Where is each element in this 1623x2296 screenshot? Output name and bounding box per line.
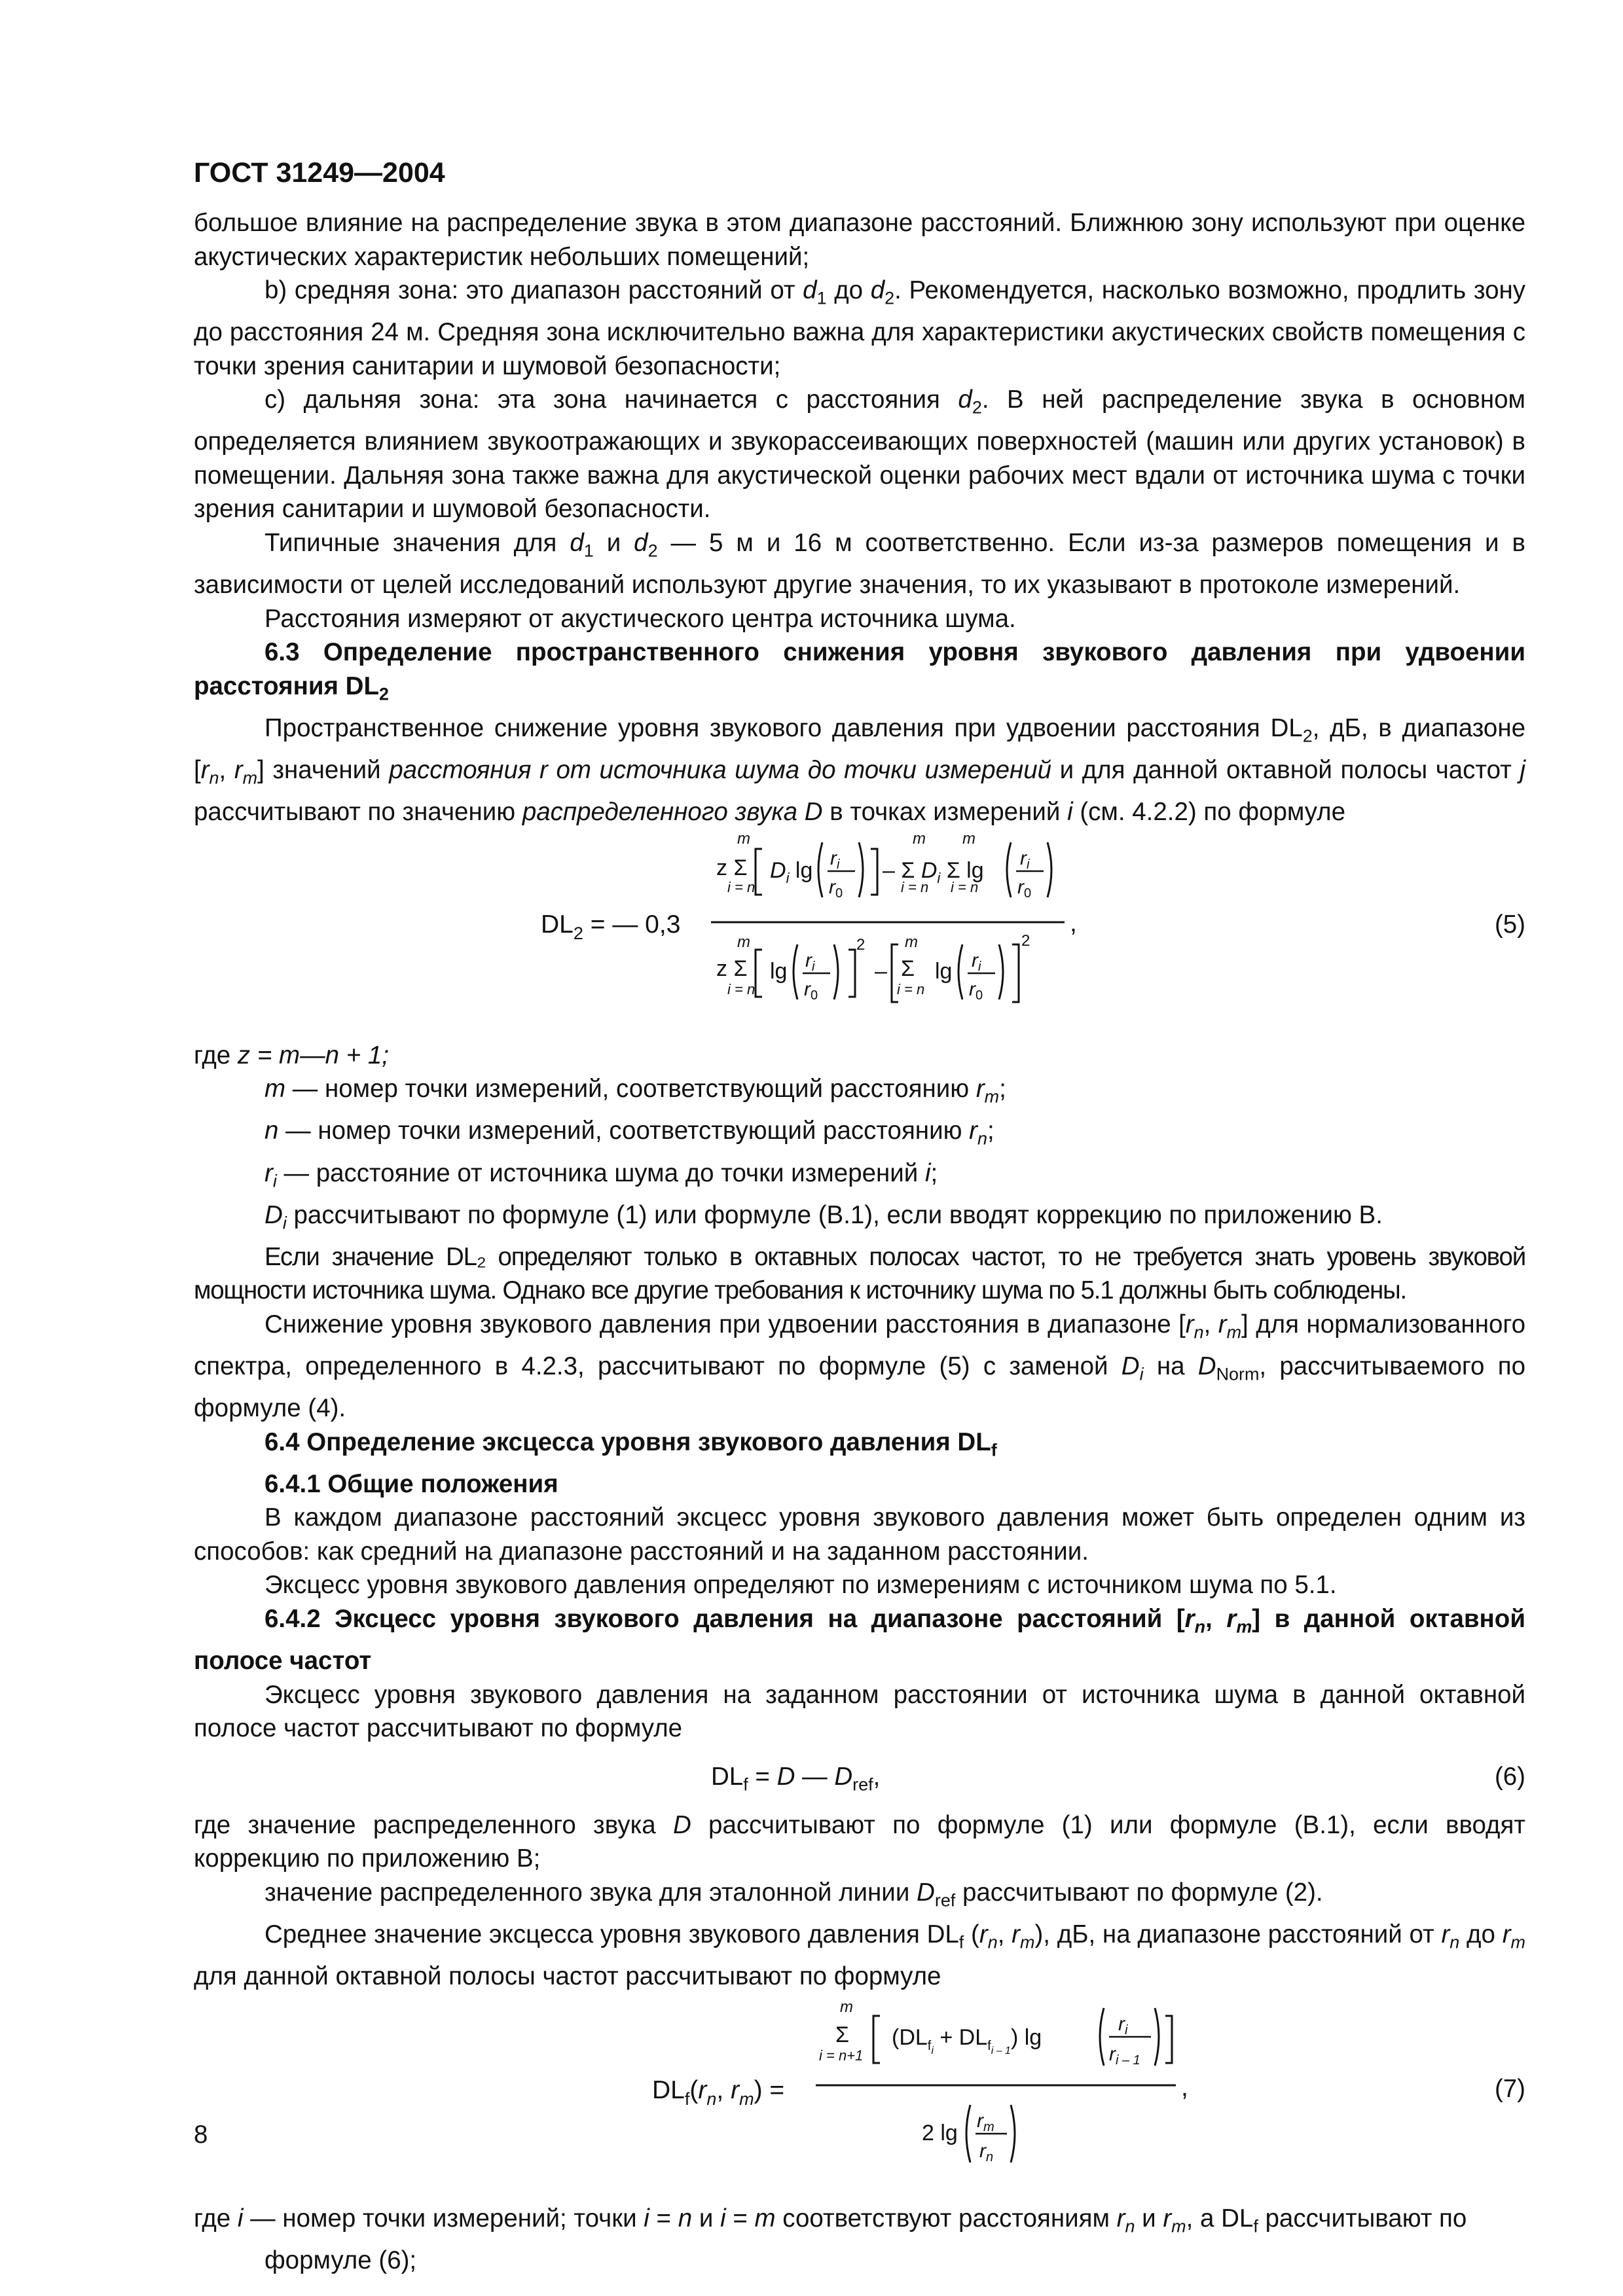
svg-text:m: m	[905, 933, 918, 951]
svg-text:m: m	[737, 829, 750, 848]
paragraph-excess-methods: В каждом диапазоне расстояний эксцесс уровня звукового давления может быть определен одним из способов: как средний на диапазоне расстояний и на заданном расстоянии.	[194, 1503, 1525, 1566]
svg-text:i = n: i = n	[897, 980, 925, 997]
svg-text:2 lg: 2 lg	[922, 2120, 958, 2145]
paragraph-middle-zone: b) средняя зона: это диапазон расстояний от $d_1$ до $d_2$. Рекомендуется, насколько возможно, продлить зону до расстояния 24 м. Средняя зона исключительно важна для характеристики акустических свойств помещения с точки зрения санитарии и шумовой безопасности;	[194, 276, 1525, 380]
svg-text:z Σ: z Σ	[716, 956, 748, 981]
section-heading-6-4-2: 6.4.2 Эксцесс уровня звукового давления на диапазоне расстояний [$r_n$, $r_m$] в данной октавной полосе частот	[194, 1604, 1525, 1676]
svg-text:–: –	[875, 958, 887, 984]
def-m: m — номер точки измерений, соответствующий расстоянию $r_m$;	[264, 1075, 1006, 1107]
section-heading-6-4-1: 6.4.1 Общие положения	[264, 1469, 558, 1498]
section-heading-6-3: 6.3 Определение пространственного снижения уровня звукового давления при удвоении расстояния $DL_2$	[194, 638, 1525, 704]
page-header: ГОСТ 31249—2004	[194, 157, 445, 188]
svg-text:ri: $r_i$	[972, 949, 981, 974]
svg-text:rn: $r_n$	[979, 2140, 994, 2164]
equation-5	[194, 829, 1525, 1026]
paragraph-normalized-spectrum: Снижение уровня звукового давления при удвоении расстояния в диапазоне [$r_n$, $r_m$] для нормализованного спектра, определенного в 4.2.3, рассчитывают по формуле (5) с заменой $D_i$ на $D_{Norm}$, рассчитываемого по формуле (4).	[194, 1310, 1525, 1423]
svg-text:r0: $r_0$	[829, 876, 843, 901]
equation-6	[194, 1746, 1525, 1808]
paragraph-dl2-definition: Пространственное снижение уровня звукового давления при удвоении расстояния $DL_2$, дБ, в диапазоне [$r_n$, $r_m$] значений расстояния r от источника шума до точки измерений и для данной октавной полосы частот j рассчитывают по значению распределенного звука D в точках измерений i (см. 4.2.2) по формуле	[194, 713, 1525, 827]
paragraph-near-zone: большое влияние на распределение звука в этом диапазоне расстояний. Ближнюю зону используют при оценке акустических характеристик небольших помещений;	[194, 209, 1525, 271]
paragraph-where-i: где i — номер точки измерений; точки i = n и i = m соответствуют расстояниям $r_n$ и $r_m$, а $DL_f$ рассчитывают по формуле (6);	[194, 2204, 1467, 2274]
svg-text:rm: $r_m$	[977, 2109, 994, 2134]
svg-text:ri: $r_i$	[805, 949, 815, 974]
svg-text:ri: $r_i$	[830, 847, 840, 872]
paragraph-dref: значение распределенного звука для эталонной линии $D_{ref}$ рассчитывают по формуле (2).	[264, 1878, 1323, 1910]
paragraph-octave-only: Если значение DL₂ определяют только в октавных полосах частот, то не требуется знать уровень звуковой мощности источника шума. Однако все другие требования к источнику шума по 5.1 должны быть соблюдены.	[194, 1242, 1525, 1305]
svg-text:m: m	[737, 933, 750, 951]
svg-text:i = n: i = n	[901, 878, 929, 895]
document-page	[194, 157, 1525, 2277]
svg-text:Σ: Σ	[901, 956, 915, 981]
section-heading-6-4: 6.4 Определение эксцесса уровня звукового давления $DL_f$	[264, 1427, 997, 1460]
svg-text:lg: lg	[770, 958, 788, 984]
paragraph-excess-measured: Эксцесс уровня звукового давления определяют по измерениям с источником шума по 5.1.	[264, 1571, 1337, 1600]
svg-text:m: m	[913, 829, 926, 848]
svg-text:DL2 = — 0,3: $DL_2$ = — 0,3	[541, 910, 681, 943]
svg-text:r0: $r_0$	[804, 978, 818, 1003]
svg-text:2: 2	[1021, 931, 1030, 950]
svg-text:m: m	[840, 1998, 853, 2016]
page-number: 8	[194, 2121, 208, 2149]
equation-7	[194, 1994, 1525, 2190]
paragraph-mean-excess: Среднее значение эксцесса уровня звукового давления $DL_f$ ($r_n$, $r_m$), дБ, на диапазоне расстояний от $r_n$ до $r_m$ для данной октавной полосы частот рассчитывают по формуле	[194, 1920, 1525, 1990]
equation-5-number: (5)	[1494, 910, 1525, 939]
svg-text:Di lg: $D_i$ lg	[770, 857, 813, 886]
paragraph-distance-measured: Расстояния измеряют от акустического центра источника шума.	[264, 604, 1016, 633]
svg-text:z Σ: z Σ	[716, 855, 748, 880]
svg-text:(DLfi + DLfi – 1) lg: $(DL_fi + DL_fi - 1)$ lg	[892, 2024, 1042, 2056]
svg-text:ri: $r_i$	[1020, 847, 1030, 872]
svg-text:ri – 1: $r_{i - 1}$	[1109, 2043, 1140, 2068]
def-ri: $r_i$ — расстояние от источника шума до точки измерений i;	[264, 1158, 938, 1191]
equation-6-number: (6)	[1494, 1762, 1525, 1791]
svg-text:,: ,	[1181, 2073, 1188, 2102]
svg-text:i = n: i = n	[727, 878, 756, 895]
equation-6-formula: $DL_f = D$ — $D_{ref}$,	[711, 1762, 881, 1795]
paragraph-typical-values: Типичные значения для $d_1$ и $d_2$ — 5 м и 16 м соответственно. Если из-за размеров помещения и в зависимости от целей исследований используют другие значения, то их указывают в протоколе измерений.	[194, 528, 1525, 600]
def-n: n — номер точки измерений, соответствующий расстоянию $r_n$;	[264, 1117, 994, 1149]
def-di: $D_i$ рассчитывают по формуле (1) или формуле (В.1), если вводят коррекцию по приложению В.	[264, 1200, 1383, 1233]
equation-7-number: (7)	[1494, 2074, 1525, 2103]
svg-text:,: ,	[1070, 908, 1077, 937]
svg-text:i = n: i = n	[727, 980, 756, 997]
svg-text:lg: lg	[935, 958, 953, 984]
equation-7-graphic	[194, 1994, 1525, 2190]
svg-text:r0: $r_0$	[1017, 876, 1032, 901]
svg-text:2: 2	[856, 935, 866, 954]
svg-text:Σ: Σ	[835, 2022, 850, 2047]
svg-text:– Σ Di Σ lg: – Σ $D_i$ Σ lg	[883, 857, 984, 886]
paragraph-far-zone: с) дальняя зона: эта зона начинается с расстояния $d_2$. В ней распределение звука в основном определяется влиянием звукоотражающих и звукорассеивающих поверхностей (машин или других установок) в помещении. Дальняя зона также важна для акустической оценки рабочих мест вдали от источника шума с точки зрения санитарии и шумовой безопасности.	[194, 386, 1525, 524]
svg-text:ri: $r_i$	[1118, 2013, 1128, 2037]
svg-text:DLf(rn, rm) =: $DL_f(r_n$, $r_m$) =	[652, 2075, 785, 2109]
svg-text:i = n: i = n	[951, 878, 979, 895]
paragraph-excess-at-distance: Эксцесс уровня звукового давления на заданном расстоянии от источника шума в данной октавной полосе частот рассчитывают по формуле	[194, 1680, 1525, 1743]
svg-text:i = n+1: i = n+1	[819, 2047, 864, 2064]
svg-text:m: m	[962, 829, 976, 848]
equation-5-graphic	[194, 829, 1525, 1026]
svg-text:r0: $r_0$	[969, 978, 983, 1003]
paragraph-where-d: где значение распределенного звука D рассчитывают по формуле (1) или формуле (В.1), если вводят коррекцию по приложению В;	[194, 1810, 1525, 1873]
where-z: где z = m—n + 1;	[194, 1041, 389, 1069]
